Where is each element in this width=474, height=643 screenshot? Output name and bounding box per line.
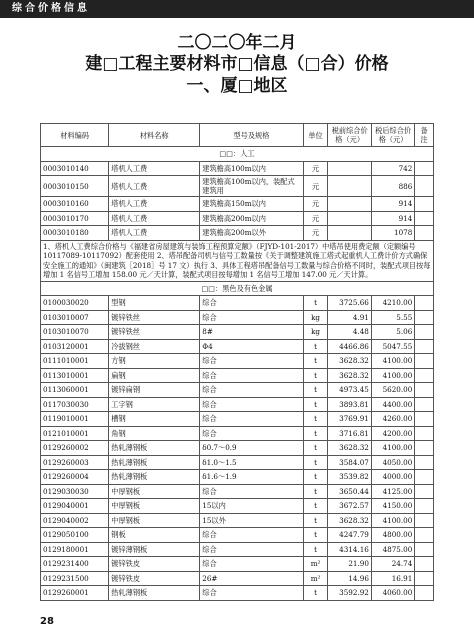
table-cell-remark [415,412,434,427]
table-cell-remark [415,484,434,499]
table-cell: 综合 [200,484,303,499]
table-cell: 元 [303,211,328,226]
table-cell: t [303,354,328,369]
table-cell-remark [415,557,434,572]
table-row [41,528,434,543]
table-cell [328,176,371,197]
table-cell: 15以外 [200,513,303,528]
table-cell: 0103010007 [41,310,109,325]
table-cell-remark [415,397,434,412]
table-cell: 综合 [200,426,303,441]
table-cell: 镀锌铁皮 [109,557,200,572]
table-row [41,470,434,485]
table-cell: 3650.44 [328,484,371,499]
table-cell: 3584.07 [328,455,371,470]
table-cell [328,161,371,176]
table-cell: t [303,412,328,427]
table-cell: 0129050100 [41,528,109,543]
table-cell: 26# [200,571,303,586]
table-cell-remark [415,441,434,456]
table-cell: 0129260003 [41,455,109,470]
table-cell: 中厚钢板 [109,484,200,499]
table-cell: t [303,397,328,412]
table-row [41,412,434,427]
table-row [41,441,434,456]
table-cell: m² [303,557,328,572]
table-cell: m² [303,571,328,586]
table-cell: 3628.32 [328,513,371,528]
table-cell: 914 [371,211,414,226]
table-cell-remark [415,470,434,485]
table-cell: 综合 [200,383,303,398]
table-cell: 4200.00 [371,426,414,441]
table-cell: 4314.16 [328,542,371,557]
table-cell: kg [303,310,328,325]
table-cell-remark [415,586,434,601]
table-cell [328,211,371,226]
table-cell: 4875.00 [371,542,414,557]
table-cell: 0003010170 [41,211,109,226]
table-cell-remark [415,426,434,441]
table-header-row [41,124,434,147]
col-header-spec: 型号及规格 [200,124,303,147]
table-cell: 塔机人工费 [109,211,200,226]
table-cell: 0113060001 [41,383,109,398]
table-cell: 塔机人工费 [109,226,200,241]
table-cell: 3592.92 [328,586,371,601]
table-cell: 4125.00 [371,484,414,499]
table-cell: 0003010160 [41,197,109,212]
table-cell: 4000.00 [371,470,414,485]
table-cell: 塔机人工费 [109,197,200,212]
table-cell: 综合 [200,296,303,311]
title-main: 建□工程主要材料市□信息（□合）价格 [85,54,389,74]
table-row [41,383,434,398]
table-row [41,354,434,369]
table-cell: 4100.00 [371,354,414,369]
table-cell: 镀锌铁丝 [109,325,200,340]
table-cell-remark [415,226,434,241]
table-cell: 0003010180 [41,226,109,241]
table-cell-remark [415,161,434,176]
table-row [41,513,434,528]
table-cell: 4.48 [328,325,371,340]
table-cell: 3628.32 [328,368,371,383]
table-cell: 镀锌铁丝 [109,310,200,325]
table-cell: 3769.91 [328,412,371,427]
title-region: 一、厦□地区 [186,76,288,96]
table-cell: 0100030020 [41,296,109,311]
table-cell: 0103120001 [41,339,109,354]
table-cell: 742 [371,161,414,176]
table-cell: 型钢 [109,296,200,311]
table-cell: 冷拔钢丝 [109,339,200,354]
table-cell: 塔机人工费 [109,176,200,197]
table-cell-remark [415,528,434,543]
table-cell: 镀锌薄钢板 [109,542,200,557]
table-cell: 15以内 [200,499,303,514]
table-cell: 综合 [200,310,303,325]
col-header-unit: 单位 [303,124,328,147]
table-cell: 综合 [200,586,303,601]
table-cell: 16.91 [371,571,414,586]
col-header-name: 材料名称 [109,124,200,147]
table-cell: 建筑檐高100m以内 [200,161,303,176]
table-cell: t [303,339,328,354]
page-number: 28 [40,616,54,627]
table-cell: t [303,499,328,514]
table-cell: 4100.00 [371,368,414,383]
table-cell: 5.55 [371,310,414,325]
table-cell: 21.90 [328,557,371,572]
table-cell: 14.96 [328,571,371,586]
table-cell: 中厚钢板 [109,499,200,514]
table-row [41,296,434,311]
table-cell: 镀锌扁钢 [109,383,200,398]
table-cell: 5047.55 [371,339,414,354]
table-cell: 3893.81 [328,397,371,412]
table-cell: 4.91 [328,310,371,325]
table-cell: 综合 [200,557,303,572]
table-cell: 4210.00 [371,296,414,311]
table-cell: 综合 [200,542,303,557]
table-cell: 886 [371,176,414,197]
table-cell: 4100.00 [371,441,414,456]
table-cell: t [303,383,328,398]
table-cell: 综合 [200,368,303,383]
table-cell: t [303,528,328,543]
table-cell: t [303,513,328,528]
table-row [41,571,434,586]
section-title: □□：人工 [41,147,434,162]
table-row [41,499,434,514]
table-cell-remark [415,499,434,514]
table-cell: 中厚钢板 [109,513,200,528]
table-cell: 4260.00 [371,412,414,427]
table-cell: 0129260002 [41,441,109,456]
table-cell: t [303,426,328,441]
table-cell: 镀锌铁皮 [109,571,200,586]
table-cell: 角钢 [109,426,200,441]
table-cell: 钢板 [109,528,200,543]
table-cell: t [303,441,328,456]
header-label: 综合价格信息 [12,3,90,14]
table-cell: 0129030030 [41,484,109,499]
table-cell: t [303,542,328,557]
table-cell: 0111010001 [41,354,109,369]
table-row [41,325,434,340]
table-row [41,426,434,441]
table-cell: 热轧薄钢板 [109,470,200,485]
table-cell: 元 [303,226,328,241]
price-table [40,123,434,601]
table-cell: 4150.00 [371,499,414,514]
table-cell-remark [415,310,434,325]
table-cell: 工字钢 [109,397,200,412]
table-cell: 5620.00 [371,383,414,398]
table-cell: 4973.45 [328,383,371,398]
table-cell: 综合 [200,397,303,412]
table-row [41,339,434,354]
table-row [41,484,434,499]
table-cell: 综合 [200,528,303,543]
table-cell: 扁钢 [109,368,200,383]
table-cell: 元 [303,161,328,176]
table-cell-remark [415,455,434,470]
table-cell [328,197,371,212]
table-cell: δ1.6～1.9 [200,470,303,485]
table-cell: 热轧薄钢板 [109,455,200,470]
table-row [41,397,434,412]
table-row [41,455,434,470]
table-row [41,557,434,572]
table-cell: 0129231400 [41,557,109,572]
table-cell: t [303,470,328,485]
table-row [41,226,434,241]
table-cell: 3725.66 [328,296,371,311]
table-cell-remark [415,197,434,212]
table-cell: 8# [200,325,303,340]
table-cell: 0119010001 [41,412,109,427]
table-cell: 0129260001 [41,586,109,601]
table-cell: 0113010001 [41,368,109,383]
table-row [41,368,434,383]
col-header-remark: 备注 [415,124,434,147]
table-cell: 4800.00 [371,528,414,543]
table-cell: 3628.32 [328,354,371,369]
table-row [41,586,434,601]
table-cell: 热轧薄钢板 [109,586,200,601]
col-header-posttax: 税后综合价格（元） [371,124,414,147]
table-cell: 综合 [200,354,303,369]
table-cell: 4400.00 [371,397,414,412]
table-row [41,211,434,226]
table-cell: 24.74 [371,557,414,572]
notes-row [41,240,434,281]
table-cell: 0103010070 [41,325,109,340]
table-cell: 3628.32 [328,441,371,456]
table-cell: 元 [303,197,328,212]
table-cell: t [303,368,328,383]
table-cell: δ1.0～1.5 [200,455,303,470]
table-cell: 0129040001 [41,499,109,514]
table-cell: t [303,586,328,601]
table-cell: 槽钢 [109,412,200,427]
table-row [41,310,434,325]
table-cell: 4466.86 [328,339,371,354]
section-row-labor [41,147,434,162]
table-cell: 热轧薄钢板 [109,441,200,456]
table-cell-remark [415,571,434,586]
header-bar [0,0,474,18]
table-cell-remark [415,368,434,383]
table-cell-remark [415,542,434,557]
table-cell: 元 [303,176,328,197]
table-cell: 0129180001 [41,542,109,557]
table-cell: 0121010001 [41,426,109,441]
table-row [41,161,434,176]
table-cell-remark [415,325,434,340]
table-cell-remark [415,339,434,354]
table-cell: 4247.79 [328,528,371,543]
table-cell: t [303,296,328,311]
table-cell: 3716.81 [328,426,371,441]
table-cell: 0003010150 [41,176,109,197]
table-cell: 4060.00 [371,586,414,601]
section-row-metal [41,281,434,296]
table-row [41,542,434,557]
table-cell [328,226,371,241]
table-cell-remark [415,383,434,398]
table-cell: 0117030030 [41,397,109,412]
table-cell: 0129040002 [41,513,109,528]
col-header-code: 材料编码 [41,124,109,147]
table-cell: 0003010140 [41,161,109,176]
table-cell-remark [415,296,434,311]
table-cell: 建筑檐高200m以外 [200,226,303,241]
table-cell: t [303,455,328,470]
table-cell: 建筑檐高150m以内 [200,197,303,212]
table-cell: Φ4 [200,339,303,354]
table-cell-remark [415,176,434,197]
section-title: □□：黑色及有色金属 [41,281,434,296]
table-cell-remark [415,354,434,369]
table-cell-remark [415,513,434,528]
col-header-pretax: 税前综合价格（元） [328,124,371,147]
table-cell: kg [303,325,328,340]
table-cell: 塔机人工费 [109,161,200,176]
table-row [41,197,434,212]
table-cell: 0129260004 [41,470,109,485]
notes-text: 1、塔机人工费综合价格与《福建省房屋建筑与装饰工程预算定额》（FJYD-101-2017）中塔吊使用费定额（定额编号10117089-10117092）配套使用 2、塔吊配备司机与信号工数量按《关于调整建筑施工塔式起重机人工费计价方式确保安全施工的通知》（闽建筑［2018］号 17 文）执行 3、具体工程塔吊配备信号工数量与综合价格不同时，装配式项目按每增加 1 名信号工增加 158.00 元／天计算，装配式项目按每增加 1 名信号工增加 147.00 元／天计算。 [41,240,434,281]
table-cell: 914 [371,197,414,212]
table-cell: 4100.00 [371,513,414,528]
table-cell: 1078 [371,226,414,241]
table-cell: 4050.00 [371,455,414,470]
table-cell: δ0.7～0.9 [200,441,303,456]
table-row [41,176,434,197]
title-date: 二〇二〇年二月 [177,33,297,53]
table-cell: 3672.57 [328,499,371,514]
table-cell: 0129231500 [41,571,109,586]
table-cell: 方钢 [109,354,200,369]
table-cell-remark [415,211,434,226]
table-cell: 3539.82 [328,470,371,485]
table-cell: 综合 [200,412,303,427]
table-cell: 建筑檐高100m以内，装配式建筑用 [200,176,303,197]
table-cell: 5.06 [371,325,414,340]
table-cell: 建筑檐高200m以内 [200,211,303,226]
table-cell: t [303,484,328,499]
